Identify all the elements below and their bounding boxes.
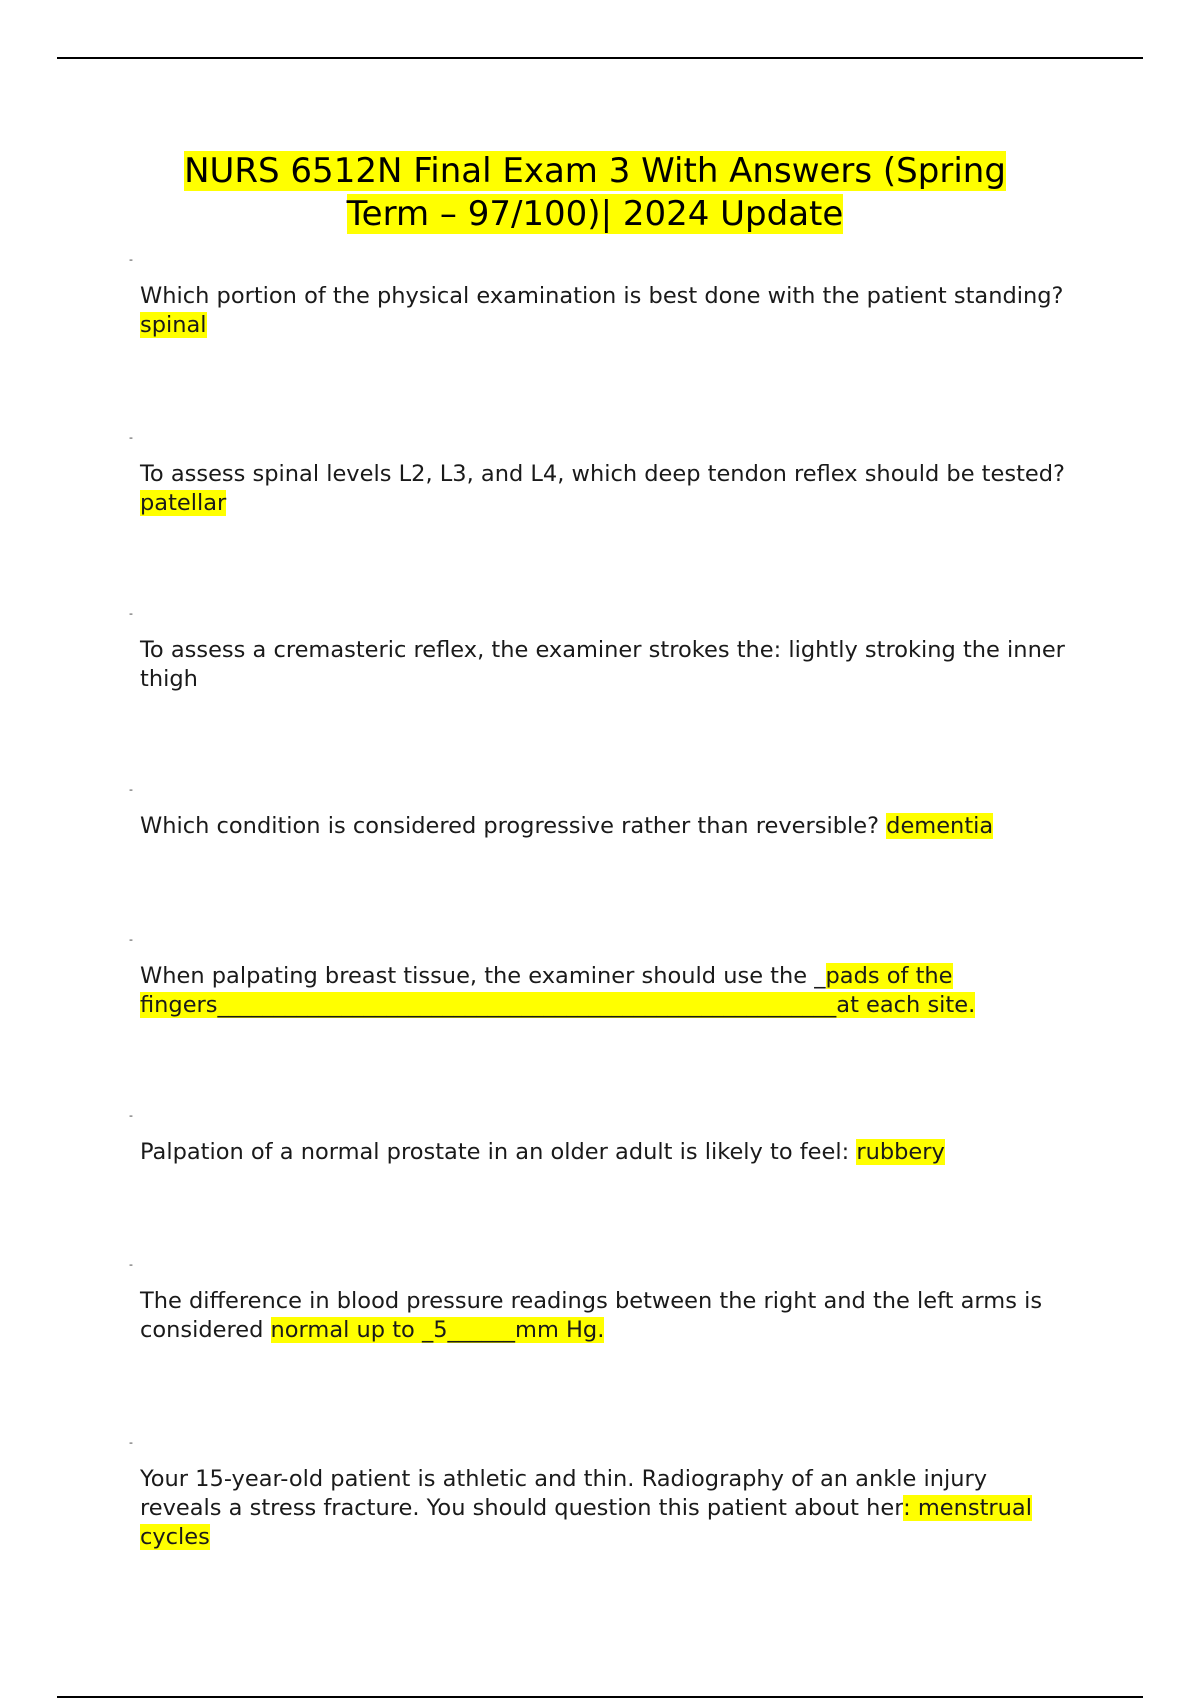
answer-highlight: rubbery	[856, 1139, 945, 1165]
title-line-2: Term – 97/100)| 2024 Update	[346, 194, 844, 234]
qa-item	[0, 934, 1200, 1054]
bottom-rule	[57, 1696, 1143, 1698]
question: Which portion of the physical examination is best done with the patient standing?	[140, 283, 1064, 309]
question: Palpation of a normal prostate in an older adult is likely to feel:	[140, 1139, 857, 1165]
question-text	[140, 1138, 1070, 1167]
question-text	[140, 812, 1070, 841]
qa-item	[0, 1259, 1200, 1379]
document-title	[120, 150, 1070, 236]
question: Your 15-year-old patient is athletic and thin. Radiography of an ankle injury reveals a stress fracture. You should question this patient about her	[140, 1466, 988, 1521]
item-marker: -	[129, 607, 133, 620]
item-marker: -	[129, 783, 133, 796]
answer-highlight: pads of the fingers_______________________________________________________at each site.	[140, 963, 976, 1018]
item-marker: -	[129, 1436, 133, 1449]
question-text	[140, 460, 1070, 518]
title-line-1: NURS 6512N Final Exam 3 With Answers (Spring	[184, 151, 1006, 191]
answer-highlight: : menstrual cycles	[140, 1495, 1032, 1550]
answer-highlight: normal up to _5______mm Hg.	[270, 1317, 605, 1343]
qa-item	[0, 1110, 1200, 1230]
question: To assess spinal levels L2, L3, and L4, which deep tendon reflex should be tested?	[140, 461, 1065, 487]
item-marker: -	[129, 933, 133, 946]
item-marker: -	[129, 431, 133, 444]
question-text	[140, 1465, 1070, 1552]
item-marker: -	[129, 253, 133, 266]
qa-item	[0, 432, 1200, 552]
answer-highlight: patellar	[140, 490, 227, 516]
answer-highlight: spinal	[140, 312, 207, 338]
question: When palpating breast tissue, the examiner should use the _	[140, 963, 826, 989]
qa-item	[0, 608, 1200, 728]
item-marker: -	[129, 1109, 133, 1122]
question-text	[140, 1287, 1070, 1345]
item-marker: -	[129, 1258, 133, 1271]
question: The difference in blood pressure readings between the right and the left arms is considered	[140, 1288, 1043, 1343]
question: Which condition is considered progressive rather than reversible?	[140, 813, 887, 839]
qa-item	[0, 254, 1200, 374]
question-text	[140, 282, 1070, 340]
qa-item	[0, 1437, 1200, 1557]
question-text	[140, 636, 1070, 694]
question: To assess a cremasteric reflex, the examiner strokes the: lightly stroking the inner thigh	[140, 637, 1065, 692]
top-rule	[57, 57, 1143, 59]
answer-highlight: dementia	[886, 813, 994, 839]
question-text	[140, 962, 1070, 1020]
qa-item	[0, 784, 1200, 904]
